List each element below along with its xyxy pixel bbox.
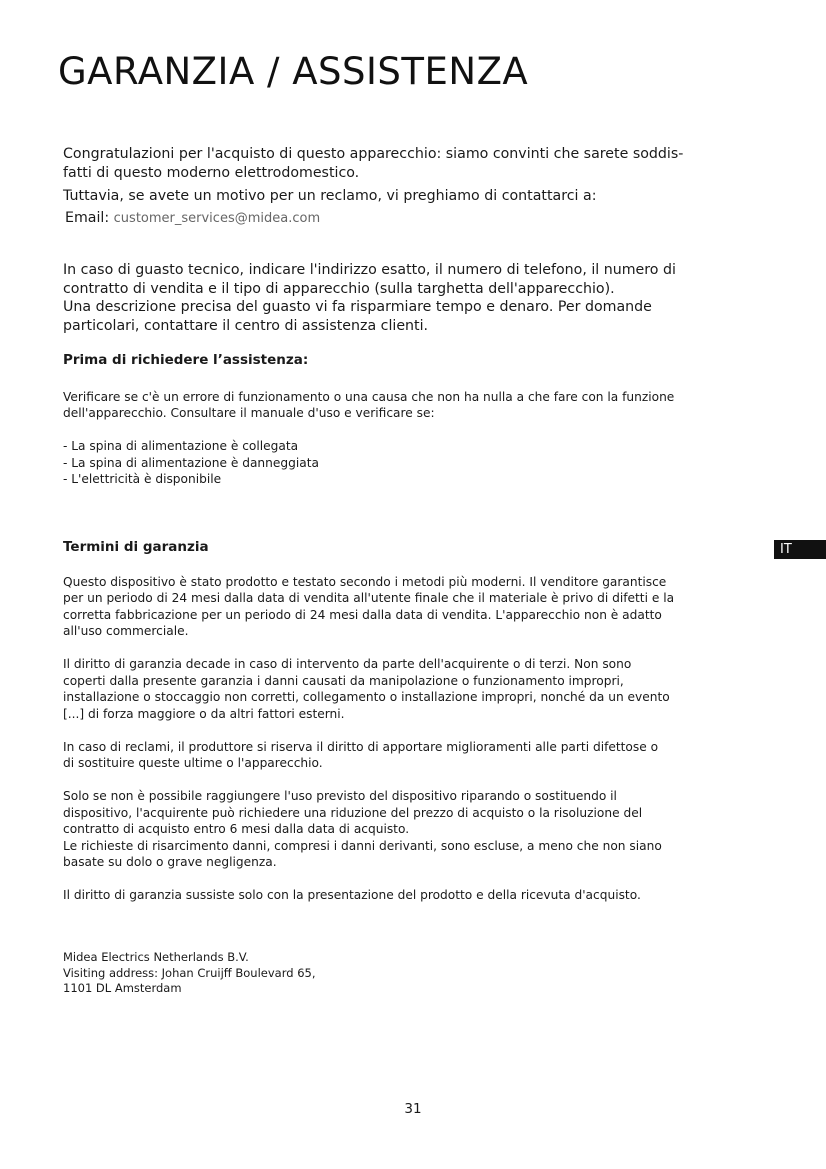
warranty-line: [...] di forza maggiore o da altri fattori esterni. [63,707,345,721]
warranty-line: dispositivo, l'acquirente può richiedere una riduzione del prezzo di acquisto o la risoluzione del [63,806,643,820]
page-number: 31 [404,1101,422,1117]
warranty-line: contratto di acquisto entro 6 mesi dalla data di acquisto. [63,822,410,836]
email-line [65,210,320,226]
check-item: - L'elettricità è disponibile [63,472,222,486]
warranty-line: all'uso commerciale. [63,624,189,638]
warranty-line: coperti dalla presente garanzia i danni causati da manipolazione o funzionamento impropri, [63,674,624,688]
warranty-line: In caso di reclami, il produttore si riserva il diritto di apportare miglioramenti alle parti difettose o [63,740,659,754]
technical-line: contratto di vendita e il tipo di apparecchio (sulla targhetta dell'apparecchio). [63,281,615,297]
check-item: - La spina di alimentazione è danneggiata [63,456,319,470]
intro-line: Tuttavia, se avete un motivo per un reclamo, vi preghiamo di contattarci a: [63,188,597,204]
technical-line: Una descrizione precisa del guasto vi fa risparmiare tempo e denaro. Per domande [63,299,652,315]
page-title: GARANZIA / ASSISTENZA [58,50,529,93]
intro-line: fatti di questo moderno elettrodomestico. [63,165,360,181]
email-link[interactable]: customer_services@midea.com [113,211,321,226]
address-line: Visiting address: Johan Cruijff Boulevard 65, [63,966,316,980]
warranty-line: Il diritto di garanzia sussiste solo con la presentazione del prodotto e della ricevuta d'acquisto. [63,888,641,902]
warranty-line: Le richieste di risarcimento danni, compresi i danni derivanti, sono escluse, a meno che non siano [63,839,662,853]
technical-line: particolari, contattare il centro di assistenza clienti. [63,318,429,334]
address-line: Midea Electrics Netherlands B.V. [63,950,249,964]
before-service-heading: Prima di richiedere l’assistenza: [63,352,309,368]
before-service-line: Verificare se c'è un errore di funzionamento o una causa che non ha nulla a che fare con la funzione [63,390,675,404]
warranty-line: di sostituire queste ultime o l'apparecchio. [63,756,323,770]
technical-line: In caso di guasto tecnico, indicare l'indirizzo esatto, il numero di telefono, il numero di [63,262,676,278]
warranty-line: Il diritto di garanzia decade in caso di intervento da parte dell'acquirente o di terzi. Non sono [63,657,632,671]
language-tab: IT [774,540,826,559]
before-service-line: dell'apparecchio. Consultare il manuale d'uso e verificare se: [63,406,435,420]
warranty-line: basate su dolo o grave negligenza. [63,855,277,869]
warranty-line: installazione o stoccaggio non corretti, collegamento o installazione impropri, nonché da un evento [63,690,670,704]
intro-line: Congratulazioni per l'acquisto di questo apparecchio: siamo convinti che sarete soddis- [63,146,684,162]
check-item: - La spina di alimentazione è collegata [63,439,299,453]
warranty-line: per un periodo di 24 mesi dalla data di vendita all'utente finale che il materiale è privo di difetti e la [63,591,675,605]
warranty-line: Solo se non è possibile raggiungere l'uso previsto del dispositivo riparando o sostituendo il [63,789,617,803]
warranty-line: corretta fabbricazione per un periodo di 24 mesi dalla data di vendita. L'apparecchio non è adatto [63,608,662,622]
warranty-heading: Termini di garanzia [63,539,209,555]
email-label: Email: [65,210,114,226]
address-line: 1101 DL Amsterdam [63,981,182,995]
warranty-line: Questo dispositivo è stato prodotto e testato secondo i metodi più moderni. Il venditore garantisce [63,575,667,589]
